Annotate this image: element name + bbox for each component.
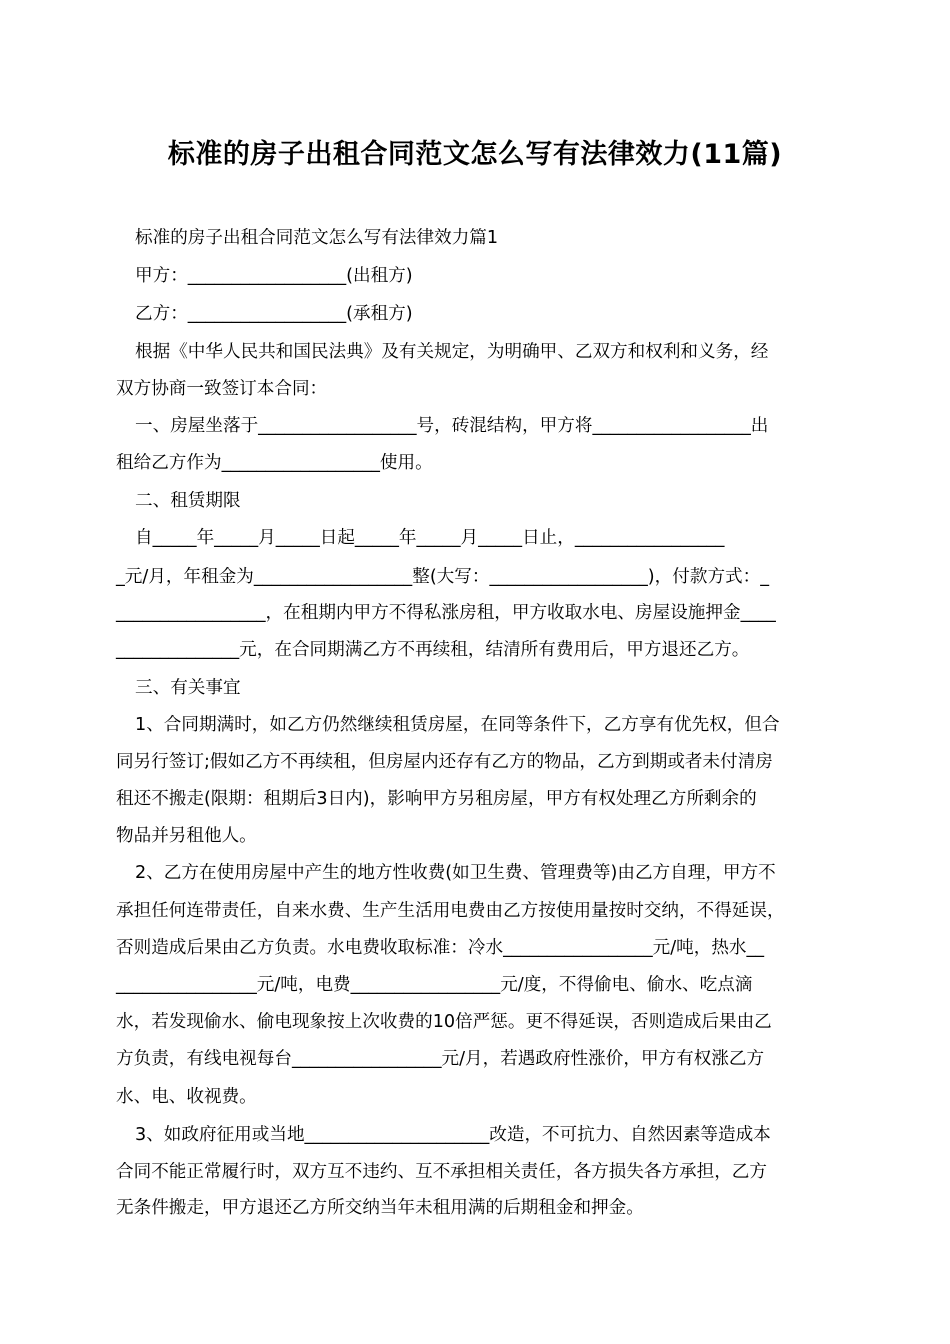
- clause-line: 无条件搬走，甲方退还乙方所交纳当年未租用满的后期租金和押金。: [116, 1198, 644, 1218]
- clause-line: 物品并另租他人。: [116, 826, 257, 846]
- clause-line: ______________元，在合同期满乙方不再续租，结清所有费用后，甲方退还乙方。: [116, 640, 750, 660]
- clause-heading: 三、有关事宜: [135, 678, 241, 698]
- section-heading: 标准的房子出租合同范文怎么写有法律效力篇1: [135, 228, 499, 248]
- clause-line: _元/月，年租金为__________________整(大写：__________________)，付款方式：_: [116, 567, 770, 587]
- clause-line: ________________元/吨，电费_________________元/度，不得偷电、偷水、吃点滴: [116, 975, 753, 995]
- clause-line: 一、房屋坐落于__________________号，砖混结构，甲方将__________________出: [135, 416, 769, 436]
- clause-line: 合同不能正常履行时，双方互不违约、互不承担相关责任，各方损失各方承担，乙方: [116, 1162, 767, 1182]
- party-b-line: 乙方：__________________(承租方): [135, 304, 413, 324]
- document-title: 标准的房子出租合同范文怎么写有法律效力(11篇): [167, 139, 783, 170]
- clause-line: 同另行签订;假如乙方不再续租，但房屋内还存有乙方的物品，乙方到期或者未付清房: [116, 752, 773, 772]
- party-a-line: 甲方：__________________(出租方): [135, 266, 413, 286]
- clause-line: 自_____年_____月_____日起_____年_____月_____日止，_________________: [135, 528, 725, 548]
- clause-heading: 二、租赁期限: [135, 491, 241, 511]
- clause-line: 3、如政府征用或当地_____________________改造，不可抗力、自然因素等造成本: [135, 1125, 771, 1145]
- clause-line: _________________，在租期内甲方不得私涨房租，甲方收取水电、房屋设施押金____: [116, 603, 776, 623]
- clause-line: 水、电、收视费。: [116, 1087, 257, 1107]
- clause-line: 租给乙方作为__________________使用。: [116, 453, 433, 473]
- clause-line: 水，若发现偷水、偷电现象按上次收费的10倍严惩。更不得延误，否则造成后果由乙: [116, 1012, 772, 1032]
- clause-line: 2、乙方在使用房屋中产生的地方性收费(如卫生费、管理费等)由乙方自理，甲方不: [135, 863, 776, 883]
- clause-line: 否则造成后果由乙方负责。水电费收取标准：冷水_________________元/吨，热水__: [116, 938, 765, 958]
- paragraph-line: 根据《中华人民共和国民法典》及有关规定，为明确甲、乙双方和权利和义务，经: [135, 342, 769, 362]
- paragraph-line: 双方协商一致签订本合同：: [116, 379, 328, 399]
- clause-line: 方负责，有线电视每台_________________元/月，若遇政府性涨价，甲方有权涨乙方: [116, 1049, 765, 1069]
- clause-line: 租还不搬走(限期：租期后3日内)，影响甲方另租房屋，甲方有权处理乙方所剩余的: [116, 789, 757, 809]
- clause-line: 1、合同期满时，如乙方仍然继续租赁房屋，在同等条件下，乙方享有优先权，但合: [135, 715, 780, 735]
- clause-line: 承担任何连带责任，自来水费、生产生活用电费由乙方按使用量按时交纳，不得延误，: [116, 901, 785, 921]
